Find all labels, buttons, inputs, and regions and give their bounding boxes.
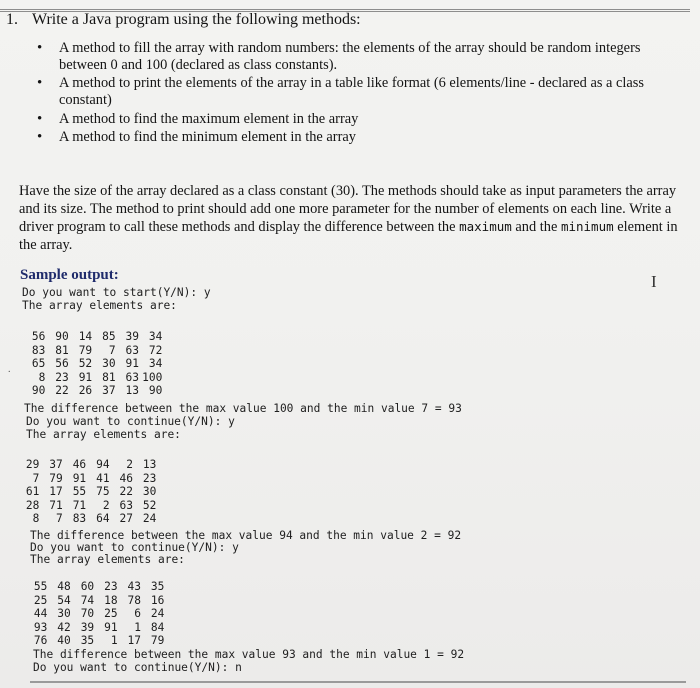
method-item: • A method to print the elements of the array in a table like format (6 elements/line - declared as a class constant) (37, 75, 645, 108)
table-row (22, 371, 162, 385)
table-cell: 24 (142, 512, 157, 525)
table-cell: 8 (32, 512, 40, 525)
table-cell: 90 (148, 384, 163, 397)
difference-line: The difference between the max value 94 and the min value 2 = 92 (30, 529, 462, 542)
table-cell: 71 (49, 498, 63, 512)
table-row (22, 357, 162, 371)
table-row (24, 580, 164, 594)
table-cell: 1 (134, 620, 141, 634)
table-cell: 30 (102, 357, 116, 370)
table-cell: 48 (57, 580, 71, 593)
table-cell: 23 (55, 370, 69, 384)
table-cell: 61 (25, 485, 40, 498)
table-cell: 22 (55, 384, 69, 397)
table-cell: 64 (96, 512, 110, 525)
table-cell: 35 (150, 580, 165, 593)
table-cell: 90 (31, 384, 46, 397)
table-cell: 74 (80, 593, 95, 607)
table-cell: 27 (119, 512, 133, 525)
bullet-icon: • (37, 40, 43, 56)
table-row (22, 384, 162, 398)
table-cell: 90 (55, 330, 69, 343)
table-cell: 25 (104, 607, 118, 620)
table-row (24, 607, 164, 621)
table-cell: 39 (125, 330, 139, 343)
continue-prompt: Do you want to continue(Y/N): y (30, 541, 239, 554)
table-cell: 85 (102, 330, 116, 343)
array-table-2 (16, 458, 156, 526)
table-row (24, 634, 164, 648)
table-cell: 42 (57, 620, 71, 634)
table-row (16, 499, 156, 513)
table-cell: 63 (119, 498, 133, 512)
table-cell: 54 (57, 593, 71, 607)
method-item: • A method to find the maximum element in the array (37, 111, 359, 127)
table-cell: 55 (33, 580, 48, 593)
array-label: The array elements are: (30, 553, 185, 566)
array-table-3 (24, 580, 164, 648)
stray-dot: . (8, 364, 11, 375)
table-cell: 23 (104, 580, 118, 593)
table-cell: 81 (55, 343, 69, 357)
table-cell: 29 (25, 458, 40, 471)
table-cell: 30 (57, 607, 71, 620)
table-row (24, 621, 164, 635)
table-cell: 60 (80, 580, 95, 593)
table-cell: 8 (38, 370, 46, 384)
maximum-code-word: maximum (459, 219, 512, 234)
table-row (24, 594, 164, 608)
table-row (16, 485, 156, 499)
table-row (16, 472, 156, 486)
table-cell: 13 (125, 384, 139, 397)
table-cell: 39 (80, 620, 95, 634)
table-cell: 46 (72, 458, 87, 471)
table-cell: 76 (33, 634, 48, 647)
table-cell: 79 (150, 634, 165, 647)
table-cell: 100 (142, 370, 163, 384)
table-cell: 91 (78, 370, 93, 384)
sample-output-heading: Sample output: (20, 267, 119, 283)
bullet-icon: • (37, 111, 43, 127)
table-cell: 14 (78, 330, 93, 343)
table-cell: 40 (57, 634, 71, 647)
table-cell: 44 (33, 607, 48, 620)
table-cell: 24 (150, 607, 165, 620)
table-row (16, 512, 156, 526)
table-cell: 17 (127, 634, 141, 647)
table-cell: 37 (49, 458, 63, 471)
method-item: • A method to find the minimum element in the array (37, 129, 356, 145)
table-cell: 25 (33, 593, 48, 607)
table-row (16, 458, 156, 472)
question-title (6, 11, 361, 29)
table-cell: 52 (78, 357, 93, 370)
difference-line: The difference between the max value 100 and the min value 7 = 93 (24, 402, 462, 415)
table-cell: 46 (119, 471, 133, 485)
table-cell: 35 (80, 634, 95, 647)
table-cell: 17 (49, 485, 63, 498)
continue-prompt: Do you want to continue(Y/N): y (26, 415, 235, 428)
table-cell: 43 (127, 580, 141, 593)
table-cell: 22 (119, 485, 133, 498)
table-cell: 34 (148, 357, 163, 370)
table-cell: 63 (125, 343, 139, 357)
bullet-icon: • (37, 75, 43, 91)
table-cell: 75 (96, 485, 110, 498)
table-cell: 7 (56, 512, 63, 525)
minimum-code-word: minimum (560, 219, 614, 234)
question-number: 1. (6, 11, 18, 28)
table-cell: 2 (102, 498, 110, 512)
table-cell: 13 (142, 458, 157, 471)
table-cell: 83 (72, 512, 87, 525)
array-table-1 (22, 330, 162, 398)
table-cell: 37 (102, 384, 116, 397)
table-cell: 1 (110, 634, 118, 647)
table-cell: 41 (96, 471, 110, 485)
table-cell: 7 (32, 471, 40, 485)
table-row (22, 330, 162, 344)
table-cell: 72 (148, 343, 163, 357)
question-text: Write a Java program using the following methods: (32, 11, 361, 28)
table-cell: 18 (104, 593, 118, 607)
table-cell: 81 (102, 370, 116, 384)
table-cell: 55 (72, 485, 87, 498)
table-cell: 94 (96, 458, 110, 471)
methods-list (37, 40, 667, 146)
table-cell: 84 (150, 620, 165, 634)
table-cell: 93 (33, 620, 48, 634)
table-row (22, 344, 162, 358)
text-cursor-icon: I (651, 272, 657, 291)
array-label: The array elements are: (26, 428, 181, 441)
bottom-divider (30, 681, 686, 683)
table-cell: 56 (31, 330, 46, 343)
table-cell: 28 (25, 498, 40, 512)
table-cell: 7 (108, 343, 116, 357)
table-cell: 71 (72, 498, 87, 512)
array-label: The array elements are: (22, 299, 177, 312)
final-prompt: Do you want to continue(Y/N): n (33, 661, 242, 674)
table-cell: 23 (142, 471, 157, 485)
table-cell: 91 (72, 471, 87, 485)
table-cell: 83 (31, 343, 46, 357)
table-cell: 2 (126, 458, 133, 471)
bullet-icon: • (37, 129, 43, 145)
table-cell: 78 (127, 593, 141, 607)
table-cell: 70 (80, 607, 95, 620)
table-cell: 79 (78, 343, 93, 357)
table-cell: 79 (49, 471, 63, 485)
table-cell: 91 (104, 620, 118, 634)
table-cell: 6 (134, 607, 141, 620)
table-cell: 63 (125, 370, 139, 384)
instructions-paragraph: Have the size of the array declared as a class constant (30). The methods should take as input parameters the array and its size. The method to print should add one more parameter for the number of elements on each line. Write a driver program to call these methods and display the difference between the maximum and the minimum element in the array. (19, 183, 678, 253)
start-prompt: Do you want to start(Y/N): y (22, 286, 211, 299)
table-cell: 26 (78, 384, 93, 397)
method-item: • A method to fill the array with random numbers: the elements of the array should be random integers between 0 and 100 (declared as class constants). (37, 40, 641, 73)
table-cell: 34 (148, 330, 163, 343)
table-cell: 56 (55, 357, 69, 370)
table-cell: 52 (142, 498, 157, 512)
table-cell: 16 (150, 593, 165, 607)
difference-line: The difference between the max value 93 and the min value 1 = 92 (33, 648, 465, 661)
table-cell: 65 (31, 357, 46, 370)
table-cell: 30 (142, 485, 157, 498)
table-cell: 91 (125, 357, 139, 370)
